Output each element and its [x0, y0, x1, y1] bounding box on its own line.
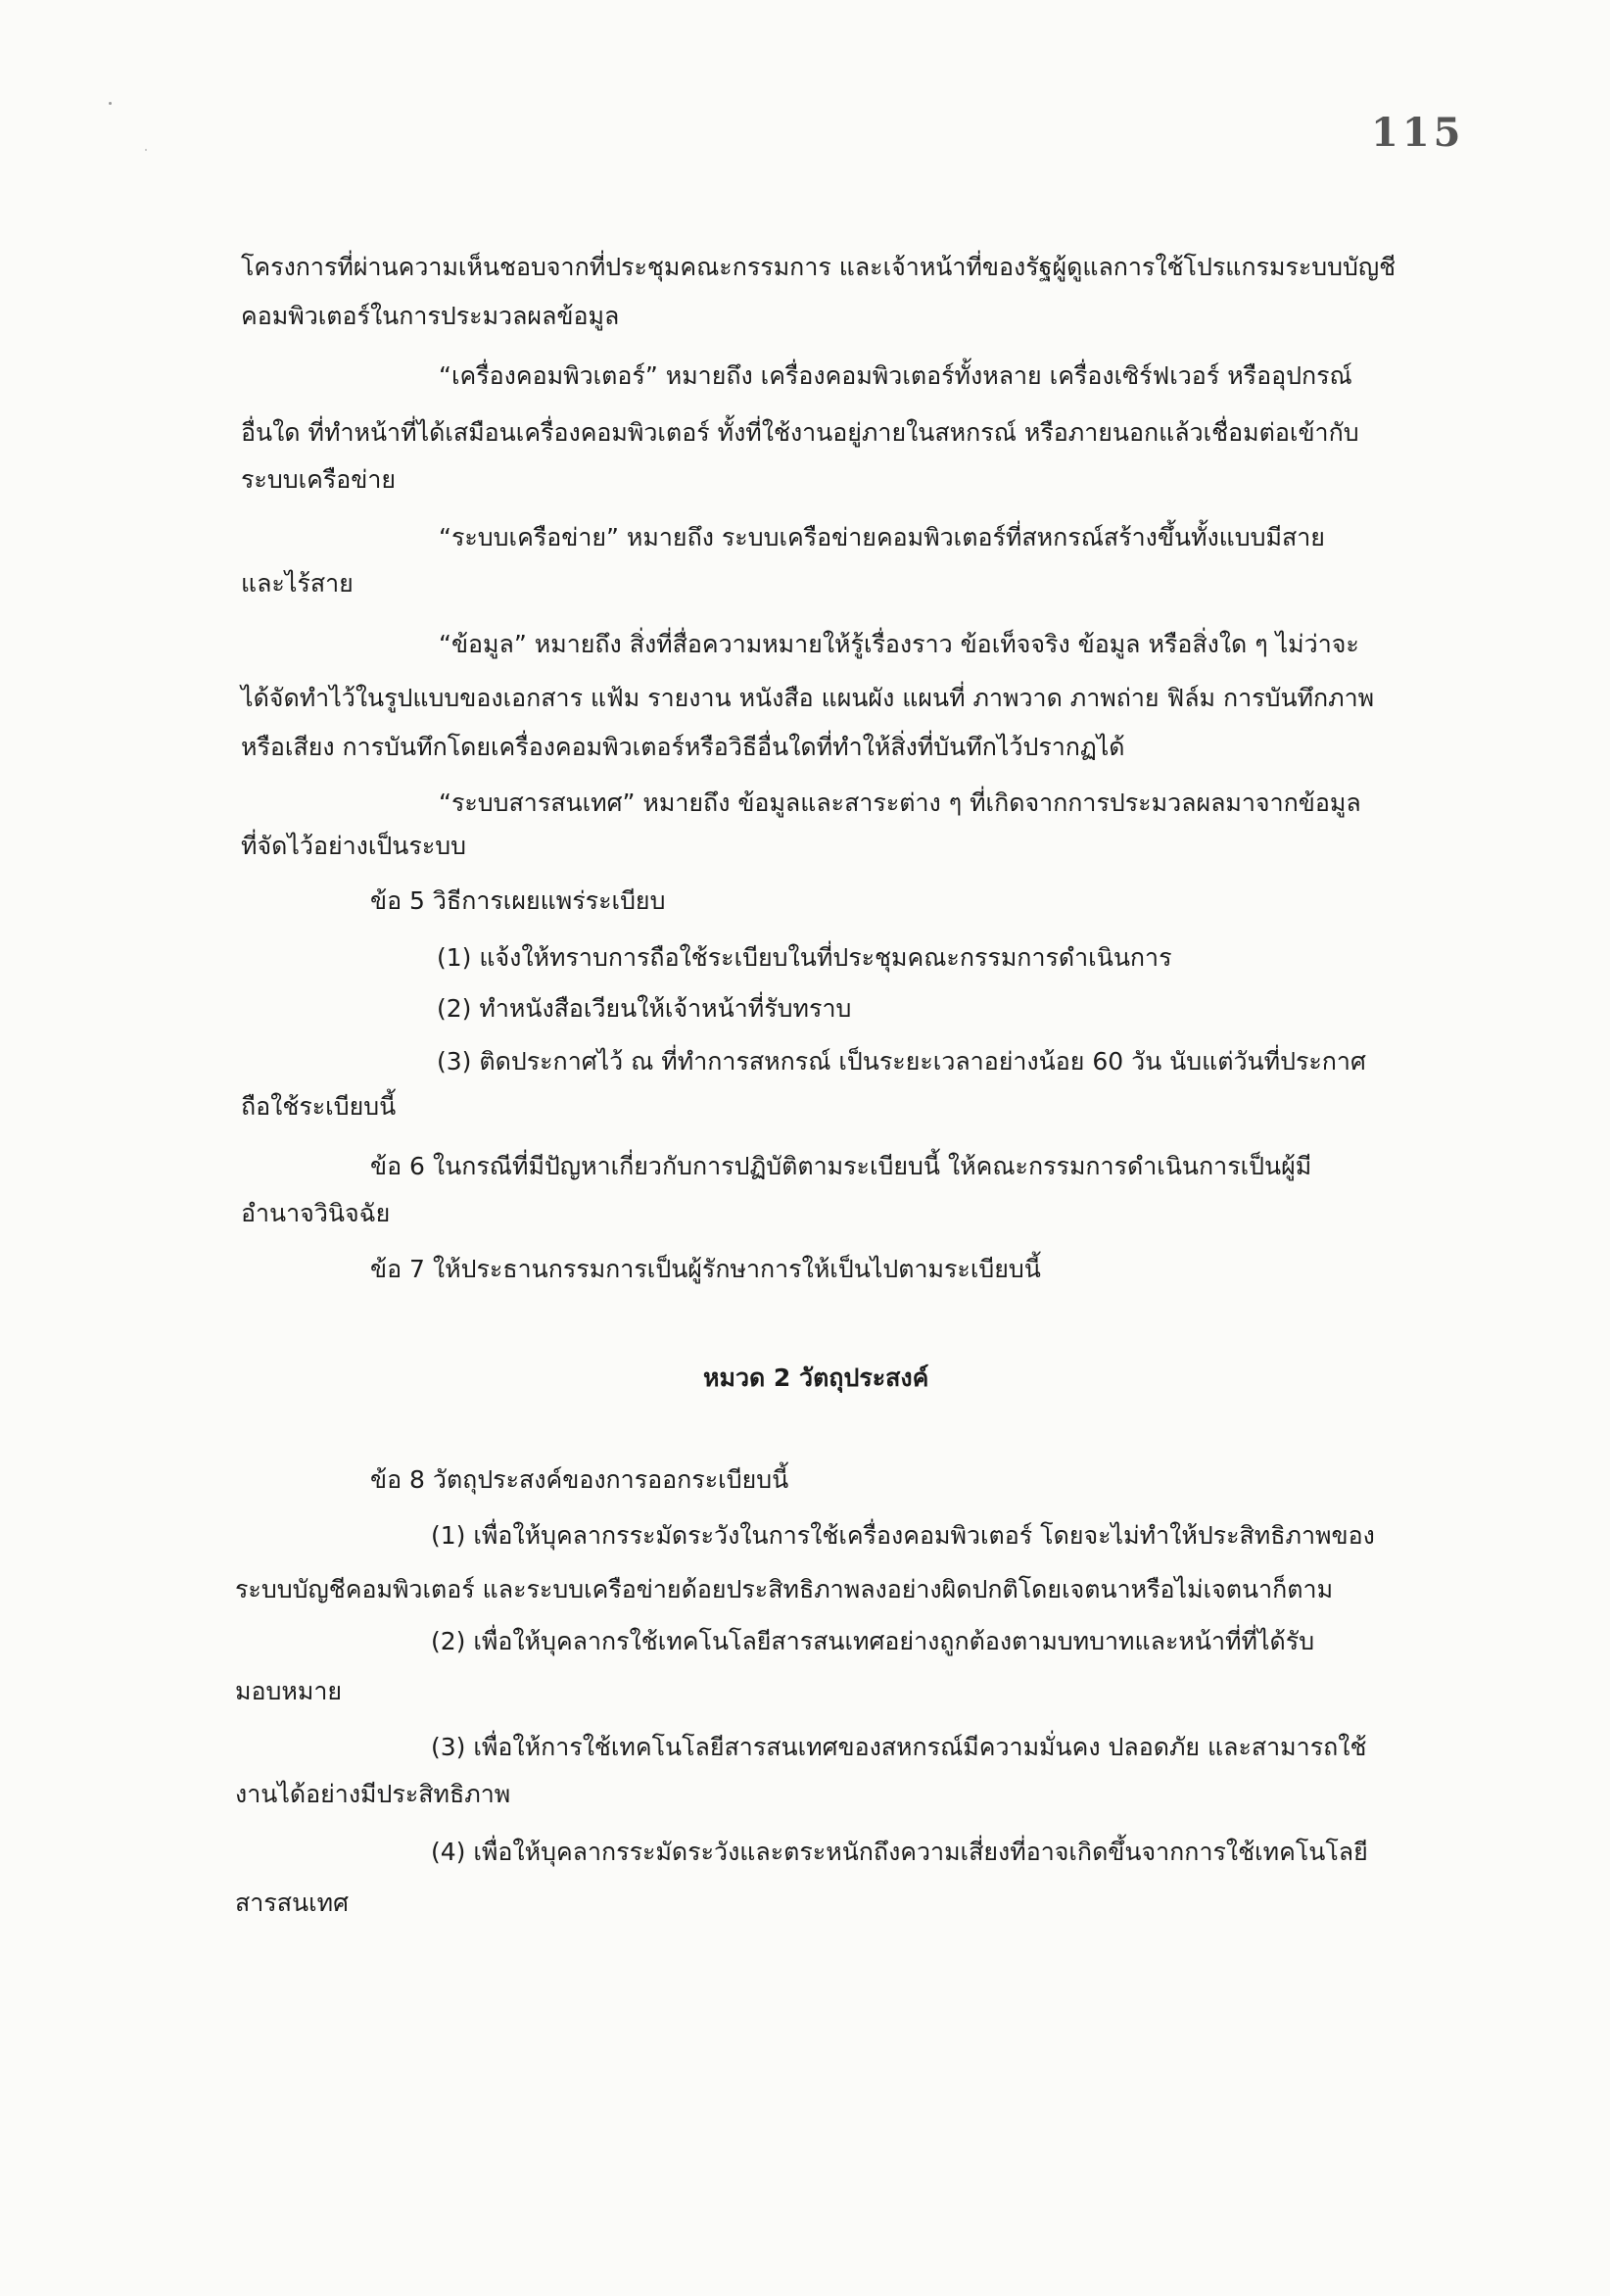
page-number: 115	[1371, 110, 1465, 156]
paragraph-line: ที่จัดไว้อย่างเป็นระบบ	[241, 832, 466, 860]
clause-item: (1) แจ้งให้ทราบการถือใช้ระเบียบในที่ประชุมคณะกรรมการดำเนินการ	[437, 943, 1172, 972]
clause-item: ระบบบัญชีคอมพิวเตอร์ และระบบเครือข่ายด้อยประสิทธิภาพลงอย่างผิดปกติโดยเจตนาหรือไม่เจตนาก็ตาม	[235, 1575, 1334, 1603]
clause-heading: ข้อ 7 ให้ประธานกรรมการเป็นผู้รักษาการให้เป็นไปตามระเบียบนี้	[370, 1255, 1041, 1283]
clause-item: (4) เพื่อให้บุคลากรระมัดระวังและตระหนักถึงความเสี่ยงที่อาจเกิดขึ้นจากการใช้เทคโนโลยี	[431, 1838, 1368, 1866]
clause-heading: ข้อ 5 วิธีการเผยแพร่ระเบียบ	[370, 886, 666, 915]
clause-item: (2) เพื่อให้บุคลากรใช้เทคโนโลยีสารสนเทศอย่างถูกต้องตามบทบาทและหน้าที่ที่ได้รับ	[431, 1627, 1315, 1655]
paragraph-line: ระบบเครือข่าย	[241, 465, 397, 494]
clause-item: งานได้อย่างมีประสิทธิภาพ	[235, 1780, 511, 1808]
paragraph-line: “ข้อมูล” หมายถึง สิ่งที่สื่อความหมายให้รู้เรื่องราว ข้อเท็จจริง ข้อมูล หรือสิ่งใด ๆ ไม่ว่าจะ	[439, 630, 1359, 658]
paragraph-line: อำนาจวินิจฉัย	[241, 1199, 391, 1227]
paragraph-line: ได้จัดทำไว้ในรูปแบบของเอกสาร แฟ้ม รายงาน หนังสือ แผนผัง แผนที่ ภาพวาด ภาพถ่าย ฟิล์ม การบันทึกภาพ	[241, 684, 1375, 712]
clause-item: (1) เพื่อให้บุคลากรระมัดระวังในการใช้เครื่องคอมพิวเตอร์ โดยจะไม่ทำให้ประสิทธิภาพของ	[431, 1521, 1375, 1550]
clause-item: (2) ทำหนังสือเวียนให้เจ้าหน้าที่รับทราบ	[437, 994, 852, 1023]
paragraph-line: “ระบบเครือข่าย” หมายถึง ระบบเครือข่ายคอมพิวเตอร์ที่สหกรณ์สร้างขึ้นทั้งแบบมีสาย	[439, 523, 1325, 551]
clause-item: มอบหมาย	[235, 1677, 343, 1705]
clause-item: ถือใช้ระเบียบนี้	[241, 1092, 397, 1121]
paragraph-line: หรือเสียง การบันทึกโดยเครื่องคอมพิวเตอร์หรือวิธีอื่นใดที่ทำให้สิ่งที่บันทึกไว้ปรากฏได้	[241, 733, 1125, 761]
paragraph-line: อื่นใด ที่ทำหน้าที่ได้เสมือนเครื่องคอมพิวเตอร์ ทั้งที่ใช้งานอยู่ภายในสหกรณ์ หรือภายนอกแล้วเชื่อมต่อเข้ากับ	[241, 418, 1359, 447]
paragraph-line: โครงการที่ผ่านความเห็นชอบจากที่ประชุมคณะกรรมการ และเจ้าหน้าที่ของรัฐผู้ดูแลการใช้โปรแกรมระบบบัญชี	[241, 253, 1397, 281]
clause-item: สารสนเทศ	[235, 1889, 349, 1917]
paragraph-line: “เครื่องคอมพิวเตอร์” หมายถึง เครื่องคอมพิวเตอร์ทั้งหลาย เครื่องเซิร์ฟเวอร์ หรืออุปกรณ์	[439, 361, 1352, 390]
clause-item: (3) เพื่อให้การใช้เทคโนโลยีสารสนเทศของสหกรณ์มีความมั่นคง ปลอดภัย และสามารถใช้	[431, 1733, 1367, 1761]
clause-heading: ข้อ 8 วัตถุประสงค์ของการออกระเบียบนี้	[370, 1465, 789, 1494]
scan-speck	[145, 149, 147, 151]
clause-heading: ข้อ 6 ในกรณีที่มีปัญหาเกี่ยวกับการปฏิบัติตามระเบียบนี้ ให้คณะกรรมการดำเนินการเป็นผู้มี	[370, 1152, 1312, 1180]
paragraph-line: และไร้สาย	[241, 569, 354, 598]
paragraph-line: “ระบบสารสนเทศ” หมายถึง ข้อมูลและสาระต่าง ๆ ที่เกิดจากการประมวลผลมาจากข้อมูล	[439, 789, 1361, 817]
section-heading: หมวด 2 วัตถุประสงค์	[703, 1363, 929, 1392]
clause-item: (3) ติดประกาศไว้ ณ ที่ทำการสหกรณ์ เป็นระยะเวลาอย่างน้อย 60 วัน นับแต่วันที่ประกาศ	[437, 1047, 1366, 1076]
scan-speck	[109, 102, 112, 105]
paragraph-line: คอมพิวเตอร์ในการประมวลผลข้อมูล	[241, 302, 620, 330]
